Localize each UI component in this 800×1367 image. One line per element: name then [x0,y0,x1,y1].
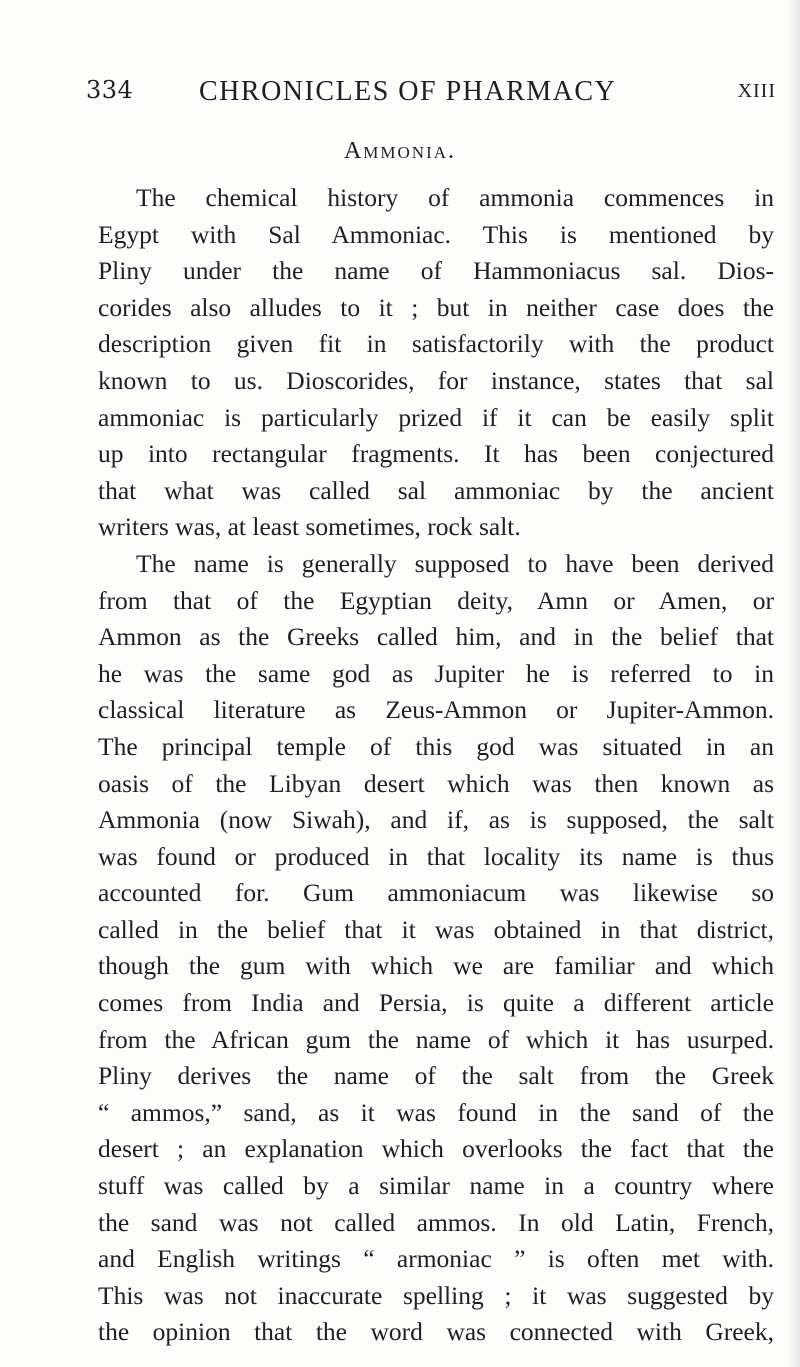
text-line: writers was, at least sometimes, rock salt. [98,512,521,542]
text-line: Pliny under the name of Hammoniacus sal. Dios- [98,256,774,286]
text-line: known to us. Dioscorides, for instance, states that sal [98,365,774,395]
text-line: was found or produced in that locality its name is thus [98,841,774,871]
text-line: the sand was not called ammos. In old Latin, French, [98,1207,774,1237]
text-line: Egypt with Sal Ammoniac. This is mentioned by [98,219,774,249]
section-heading: Ammonia. [343,138,457,164]
text-line: and English writings “ armoniac ” is often met with. [98,1244,774,1274]
text-line: the opinion that the word was connected with Greek, [98,1317,774,1347]
text-line: from that of the Egyptian deity, Amn or Amen, or [98,585,774,615]
text-line: called in the belief that it was obtained in that district, [98,914,774,944]
text-line: description given fit in satisfactorily with the product [98,329,774,359]
text-line: corides also alludes to it ; but in neither case does the [98,292,774,322]
text-line: The principal temple of this god was situated in an [98,731,774,761]
text-line: Ammonia (now Siwah), and if, as is supposed, the salt [98,805,774,835]
text-line: though the gum with which we are familiar and which [98,951,774,981]
running-head-title: CHRONICLES OF PHARMACY [199,76,617,107]
text-line: desert ; an explanation which overlooks the fact that the [98,1134,774,1164]
text-line: up into rectangular fragments. It has been conjectured [98,439,774,469]
chapter-number: XIII [737,80,776,102]
text-line: oasis of the Libyan desert which was then known as [98,768,774,798]
running-head [86,76,776,116]
text-line: The chemical history of ammonia commences in [136,183,774,212]
text-line: Pliny derives the name of the salt from the Greek [98,1061,774,1091]
page-number: 334 [86,76,134,104]
text-line: comes from India and Persia, is quite a different article [98,988,774,1018]
text-line: Ammon as the Greeks called him, and in the belief that [98,622,774,652]
text-line: stuff was called by a similar name in a country where [98,1171,774,1201]
text-line: that what was called sal ammoniac by the ancient [98,475,774,505]
body-text [98,180,774,1351]
text-line: classical literature as Zeus-Ammon or Jupiter-Ammon. [98,695,774,725]
page-edge-shadow [788,0,800,1367]
text-line: ammoniac is particularly prized if it can be easily split [98,402,774,432]
text-line: “ ammos,” sand, as it was found in the sand of the [98,1097,774,1127]
text-line: accounted for. Gum ammoniacum was likewise so [98,878,774,908]
text-line: he was the same god as Jupiter he is referred to in [98,658,774,688]
text-line: The name is generally supposed to have been derived [136,548,774,578]
text-line: This was not inaccurate spelling ; it was suggested by [98,1280,774,1310]
text-line: from the African gum the name of which it has usurped. [98,1024,774,1054]
